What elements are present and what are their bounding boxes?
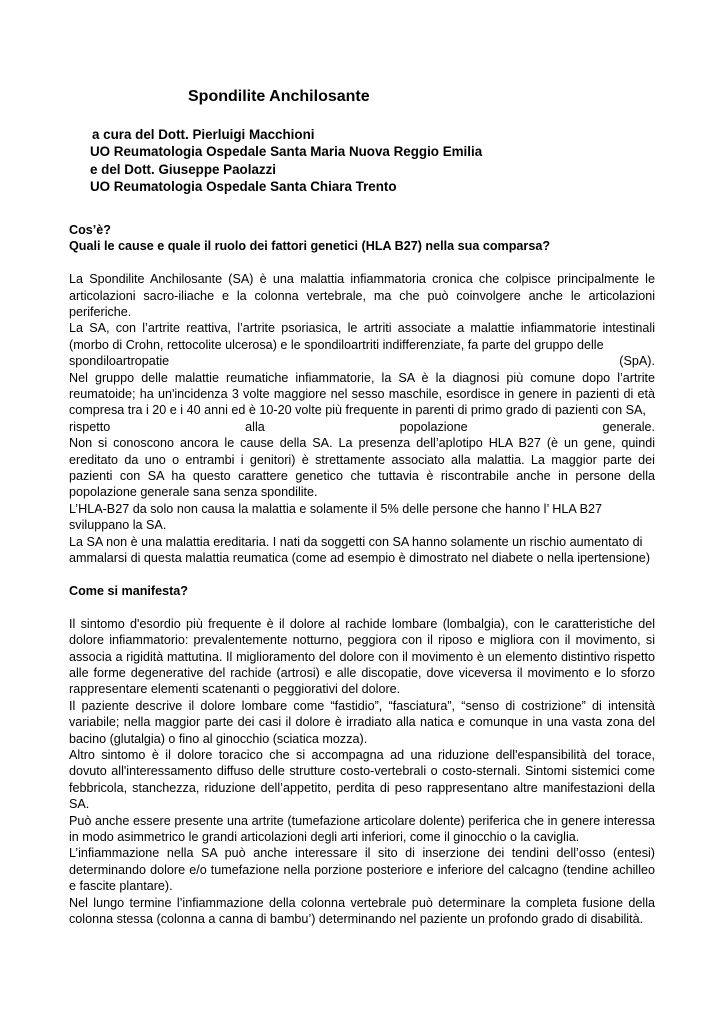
paragraph: Nel gruppo delle malattie reumatiche infiammatorie, la SA è la diagnosi più comune dopo l’artrite reumatoide; ha un'incidenza 3 volte maggiore nel sesso maschile, esordisce in genere in pazienti di età compresa tra i 20 e i 40 anni ed è 10-20 volte più frequente in parenti di primo grado di pazienti con SA, — [69, 370, 655, 418]
paragraph-line: rispetto alla popolazione generale. — [69, 419, 655, 434]
spacer — [69, 567, 655, 583]
paragraph: Può anche essere presente una artrite (tumefazione articolare dolente) periferica che in genere interessa in modo asimmetrico le grandi articolazioni degli arti inferiori, come il ginocchio o la caviglia. — [69, 813, 655, 844]
paragraph: La Spondilite Anchilosante (SA) è una malattia infiammatoria cronica che colpisce principalmente le articolazioni sacro-iliache e la colonna vertebrale, ma che può coinvolgere anche le articolazioni periferiche. — [69, 272, 655, 320]
paragraph: L’infiammazione nella SA può anche interessare il sito di inserzione dei tendini dell’osso (entesi) determinando dolore e/o tumefazione nella porzione posteriore e inferiore del calcagno (tendine achilleo e fascite plantare). — [69, 846, 655, 894]
spacer — [69, 255, 655, 271]
paragraph: Non si conoscono ancora le cause della SA. La presenza dell’aplotipo HLA B27 (è un gene, quindi ereditato da uno o entrambi i genitori) è strettamente associato alla malattia. La maggior parte dei pazienti con SA ha questo carattere genetico che tuttavia è riscontrabile anche in persone della popolazione generale sana senza spondilite. — [69, 436, 655, 500]
author-line: a cura del Dott. Pierluigi Macchioni — [92, 127, 315, 142]
paragraph: Nel lungo termine l’infiammazione della colonna vertebrale può determinare la completa fusione della colonna stessa (colonna a canna di bambu’) determinando nel paziente un profondo grado di disabilità. — [69, 895, 655, 927]
spacer — [69, 599, 655, 615]
paragraph: La SA non è una malattia ereditaria. I nati da soggetti con SA hanno solamente un rischio aumentato di ammalarsi di questa malattia reumatica (come ad esempio è dimostrato nel diabete o nella ipertensione) — [69, 534, 651, 566]
section-subheading: Quali le cause e quale il ruolo dei fattori genetici (HLA B27) nella sua comparsa? — [69, 239, 551, 254]
authors-block — [90, 126, 482, 196]
paragraph: La SA, con l’artrite reattiva, l’artrite psoriasica, le artriti associate a malattie infiammatorie intestinali (morbo di Crohn, rettocolite ulcerosa) e le spondiloartriti indifferenziate, fa parte del gruppo delle — [69, 321, 655, 352]
paragraph: Altro sintomo è il dolore toracico che si accompagna ad una riduzione dell'espansibilità del torace, dovuto all'interessamento diffuso delle strutture costo-vertebrali o costo-sternali. Sintomi sistemici come febbricola, stanchezza, riduzione dell’appetito, perdita di peso rappresentano altre manifestazioni della SA. — [69, 747, 655, 812]
section-heading: Cos’è? — [69, 223, 111, 237]
author-line: e del Dott. Giuseppe Paolazzi — [90, 161, 277, 177]
paragraph: Il paziente descrive il dolore lombare come “fastidio”, “fasciatura”, “senso di costrizione” di intensità variabile; nella maggior parte dei casi il dolore è irradiato alla natica e comunque in una vasta zona del bacino (glutalgia) o fino al ginocchio (sciatica mozza). — [69, 698, 655, 746]
document-title: Spondilite Anchilosante — [188, 88, 370, 105]
author-line: UO Reumatologia Ospedale Santa Chiara Trento — [90, 179, 397, 195]
section-heading: Come si manifesta? — [69, 583, 188, 598]
paragraph: L’HLA-B27 da solo non causa la malattia e solamente il 5% delle persone che hanno l’ HLA B27 sviluppano la SA. — [69, 501, 603, 533]
document-body — [69, 222, 655, 927]
paragraph: Il sintomo d'esordio più frequente è il dolore al rachide lombare (lombalgia), con le caratteristiche del dolore infiammatorio: prevalentemente notturno, peggiora con il riposo e migliora con il movimento, si associa a rigidità mattutina. Il miglioramento del dolore con il movimento è un elemento distintivo rispetto alle forme degenerative del rachide (artrosi) e alle discopatie, dove viceversa il movimento e lo sforzo rappresentare elementi scatenanti o peggiorativi del dolore. — [69, 616, 655, 697]
author-line: UO Reumatologia Ospedale Santa Maria Nuova Reggio Emilia — [90, 144, 483, 160]
paragraph-line: spondiloartropatie (SpA). — [69, 354, 655, 369]
